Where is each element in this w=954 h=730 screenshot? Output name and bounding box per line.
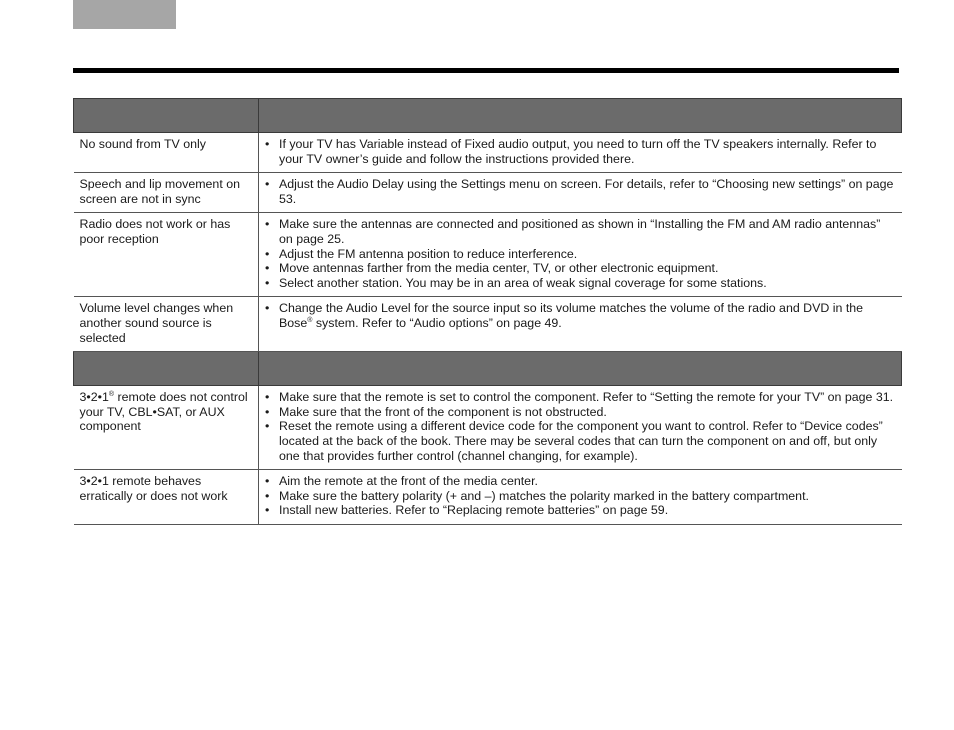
- solution-list: [265, 390, 894, 463]
- table-row: [74, 297, 902, 352]
- solution-text: Change the Audio Level for the source input so its volume matches the volume of the radio and DVD in the Bose: [279, 301, 864, 330]
- table-row: [74, 470, 902, 525]
- solution-list: [265, 177, 894, 206]
- solution-cell: [259, 470, 902, 525]
- solution-list: [265, 217, 894, 290]
- table-header-row: [74, 99, 902, 133]
- header-cell-solution: [259, 99, 902, 133]
- solution-item: • Aim the remote at the front of the media center.: [265, 474, 894, 489]
- solution-item: [265, 301, 894, 330]
- section-header-cell-solution: [259, 352, 902, 386]
- solution-list: [265, 301, 894, 330]
- table-section-header-row: [74, 352, 902, 386]
- troubleshooting-table: [73, 98, 902, 525]
- section-header-cell-problem: [74, 352, 259, 386]
- solution-item: • Install new batteries. Refer to “Replacing remote batteries” on page 59.: [265, 503, 894, 518]
- problem-cell: Radio does not work or has poor reception: [74, 213, 259, 297]
- problem-text: 3•2•1: [79, 390, 109, 405]
- header-cell-problem: [74, 99, 259, 133]
- solution-item: • Reset the remote using a different device code for the component you want to control. Refer to “Device codes” located at the back of the book. There may be several codes that can turn the component on and off, but only one that provides further control (channel changing, for example).: [265, 419, 894, 463]
- solution-item: • If your TV has Variable instead of Fixed audio output, you need to turn off the TV speakers internally. Refer to your TV owner’s guide and follow the instructions provided there.: [265, 137, 894, 166]
- solution-cell: [259, 297, 902, 352]
- solution-item: • Make sure the antennas are connected and positioned as shown in “Installing the FM and AM radio antennas” on page 25.: [265, 217, 894, 246]
- problem-cell: [74, 386, 259, 470]
- registered-mark: ®: [108, 391, 115, 398]
- problem-cell: No sound from TV only: [74, 133, 259, 173]
- header-rule: [73, 68, 899, 73]
- table-row: [74, 173, 902, 213]
- solution-item: • Select another station. You may be in an area of weak signal coverage for some stations.: [265, 276, 894, 291]
- table-row: [74, 213, 902, 297]
- solution-item: • Adjust the Audio Delay using the Settings menu on screen. For details, refer to “Choosing new settings” on page 53.: [265, 177, 894, 206]
- solution-item: • Make sure the battery polarity (+ and –) matches the polarity marked in the battery compartment.: [265, 489, 894, 504]
- solution-item: • Make sure that the remote is set to control the component. Refer to “Setting the remote for your TV” on page 31.: [265, 390, 894, 405]
- registered-mark: ®: [307, 316, 313, 324]
- problem-cell: Volume level changes when another sound source is selected: [74, 297, 259, 352]
- problem-text: remote does not control your TV, CBL•SAT, or AUX component: [79, 390, 248, 434]
- table-row: [74, 386, 902, 470]
- solution-cell: [259, 133, 902, 173]
- solution-cell: [259, 386, 902, 470]
- solution-list: [265, 137, 894, 166]
- table-row: [74, 133, 902, 173]
- solution-cell: [259, 173, 902, 213]
- solution-text: system. Refer to “Audio options” on page 49.: [312, 315, 562, 330]
- solution-list: [265, 474, 894, 518]
- header-tab-block: [73, 0, 176, 29]
- solution-item: • Move antennas farther from the media center, TV, or other electronic equipment.: [265, 261, 894, 276]
- problem-cell: Speech and lip movement on screen are not in sync: [74, 173, 259, 213]
- solution-cell: [259, 213, 902, 297]
- solution-item: • Adjust the FM antenna position to reduce interference.: [265, 247, 894, 262]
- problem-cell: 3•2•1 remote behaves erratically or does not work: [74, 470, 259, 525]
- solution-item: • Make sure that the front of the component is not obstructed.: [265, 405, 894, 420]
